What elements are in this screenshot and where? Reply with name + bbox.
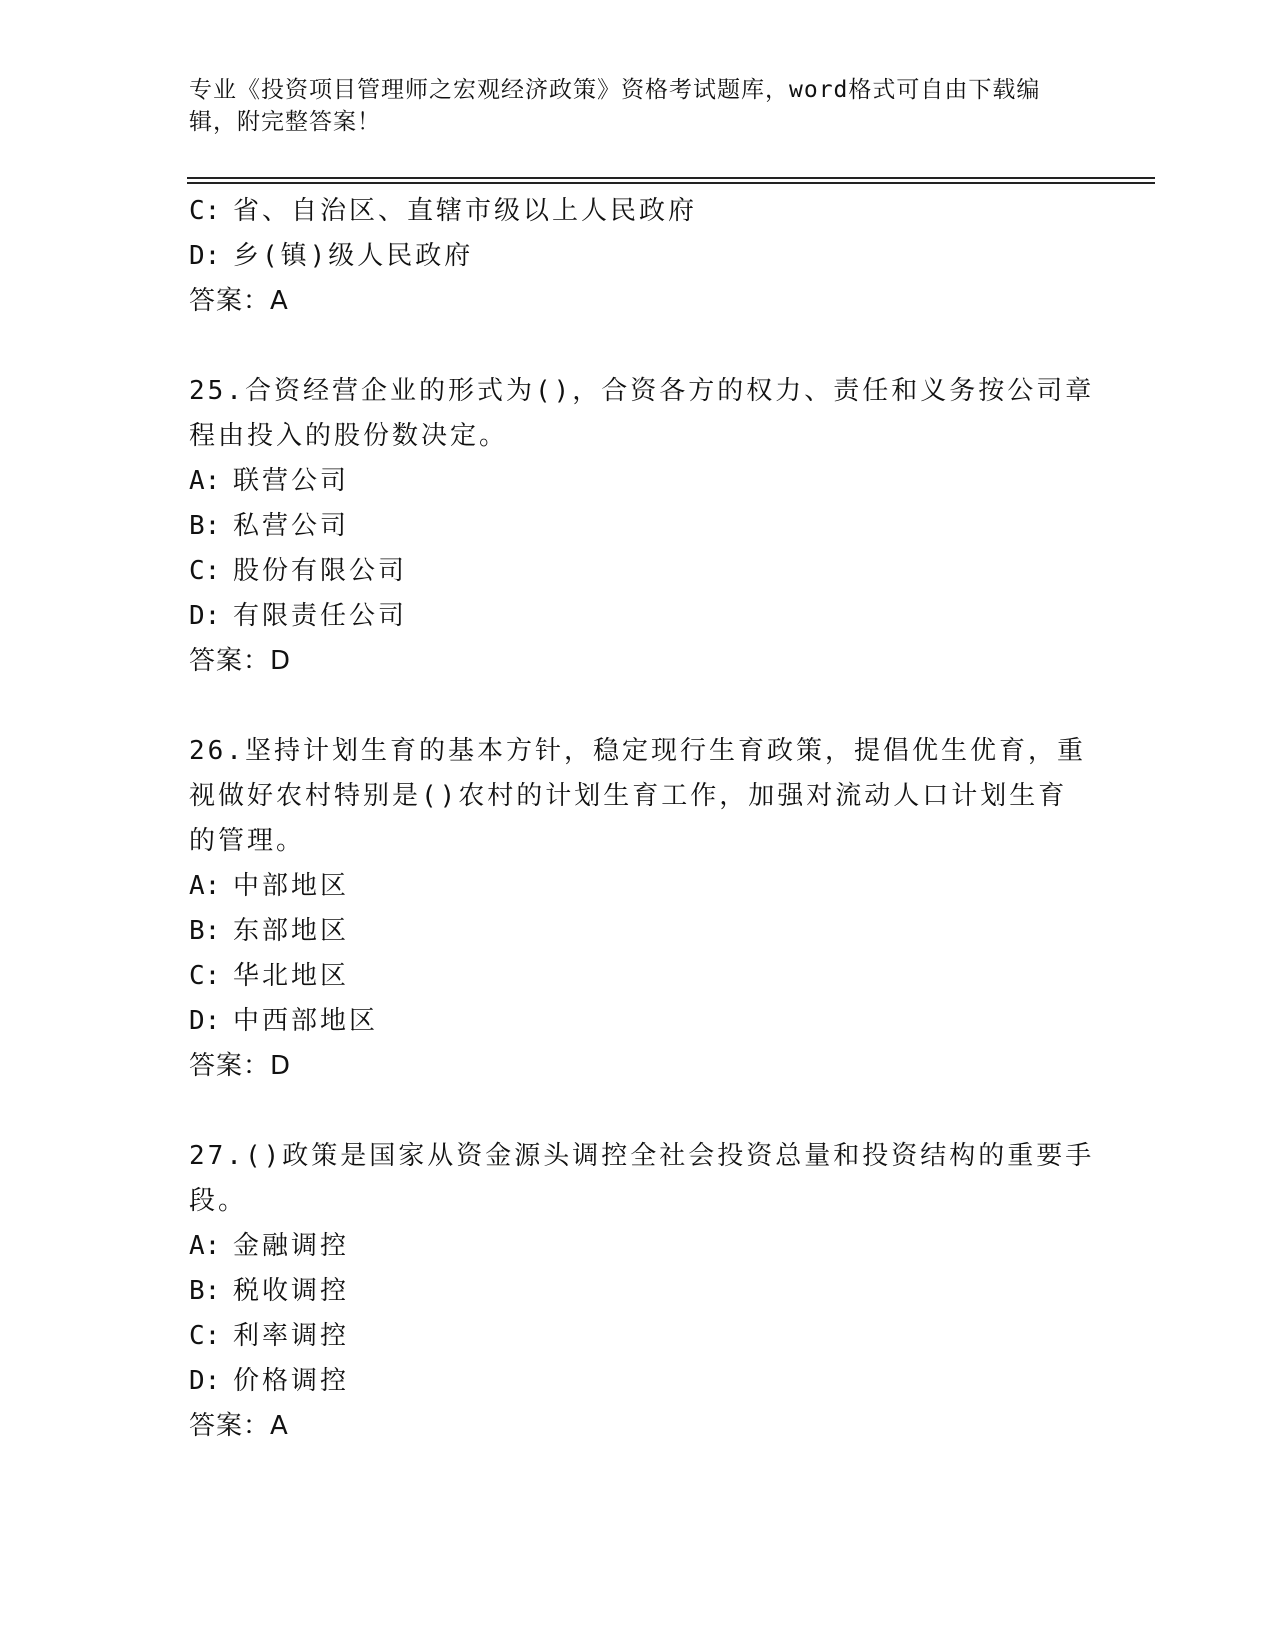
option-c (189, 194, 697, 228)
option-a (189, 1229, 349, 1263)
option-label: C: (189, 556, 221, 586)
option-label: C: (189, 1321, 221, 1351)
option-text: 私营公司 (233, 511, 350, 541)
option-a (189, 464, 349, 498)
option-label: B: (189, 511, 221, 541)
option-label: D: (189, 1006, 221, 1036)
option-d (189, 239, 473, 273)
option-label: B: (189, 1276, 221, 1306)
option-text: 东部地区 (233, 916, 350, 946)
answer-line: 答案：D (189, 1051, 292, 1081)
option-c (189, 959, 349, 993)
option-text: 乡(镇)级人民政府 (233, 241, 474, 271)
header-divider-top (187, 177, 1155, 179)
option-label: A: (189, 871, 221, 901)
header-divider-bottom (187, 182, 1155, 184)
option-label: A: (189, 1231, 221, 1261)
option-d (189, 1364, 349, 1398)
option-label: B: (189, 916, 221, 946)
option-d (189, 1004, 378, 1038)
option-c (189, 554, 407, 588)
option-b (189, 914, 349, 948)
option-text: 股份有限公司 (233, 556, 408, 586)
document-header (189, 74, 1089, 138)
question-27-line-1: 27.()政策是国家从资金源头调控全社会投资总量和投资结构的重要手 (189, 1141, 1095, 1171)
option-d (189, 599, 407, 633)
option-label: D: (189, 601, 221, 631)
option-text: 联营公司 (233, 466, 350, 496)
question-26-line-2: 视做好农村特别是()农村的计划生育工作，加强对流动人口计划生育 (189, 781, 1068, 811)
question-25-line-2: 程由投入的股份数决定。 (189, 421, 509, 451)
question-26-line-3: 的管理。 (189, 826, 306, 856)
option-label: C: (189, 961, 221, 991)
option-text: 价格调控 (233, 1366, 350, 1396)
option-text: 省、自治区、直辖市级以上人民政府 (233, 196, 698, 226)
answer-line: 答案：A (189, 1411, 289, 1441)
option-text: 税收调控 (233, 1276, 350, 1306)
option-b (189, 509, 349, 543)
answer-line: 答案：A (189, 286, 289, 316)
header-line-1: 专业《投资项目管理师之宏观经济政策》资格考试题库，word格式可自由下载编 (189, 77, 1041, 103)
option-label: C: (189, 196, 221, 226)
option-text: 有限责任公司 (233, 601, 408, 631)
question-25-line-1: 25.合资经营企业的形式为()，合资各方的权力、责任和义务按公司章 (189, 376, 1095, 406)
question-26-line-1: 26.坚持计划生育的基本方针，稳定现行生育政策，提倡优生优育，重 (189, 736, 1086, 766)
option-text: 利率调控 (233, 1321, 350, 1351)
option-text: 中西部地区 (233, 1006, 379, 1036)
option-text: 金融调控 (233, 1231, 350, 1261)
option-text: 华北地区 (233, 961, 350, 991)
answer-line: 答案：D (189, 646, 292, 676)
option-label: A: (189, 466, 221, 496)
header-line-2: 辑，附完整答案！ (189, 109, 381, 135)
option-b (189, 1274, 349, 1308)
option-label: D: (189, 1366, 221, 1396)
option-label: D: (189, 241, 221, 271)
option-a (189, 869, 349, 903)
question-27-line-2: 段。 (189, 1186, 248, 1216)
option-c (189, 1319, 349, 1353)
option-text: 中部地区 (233, 871, 350, 901)
